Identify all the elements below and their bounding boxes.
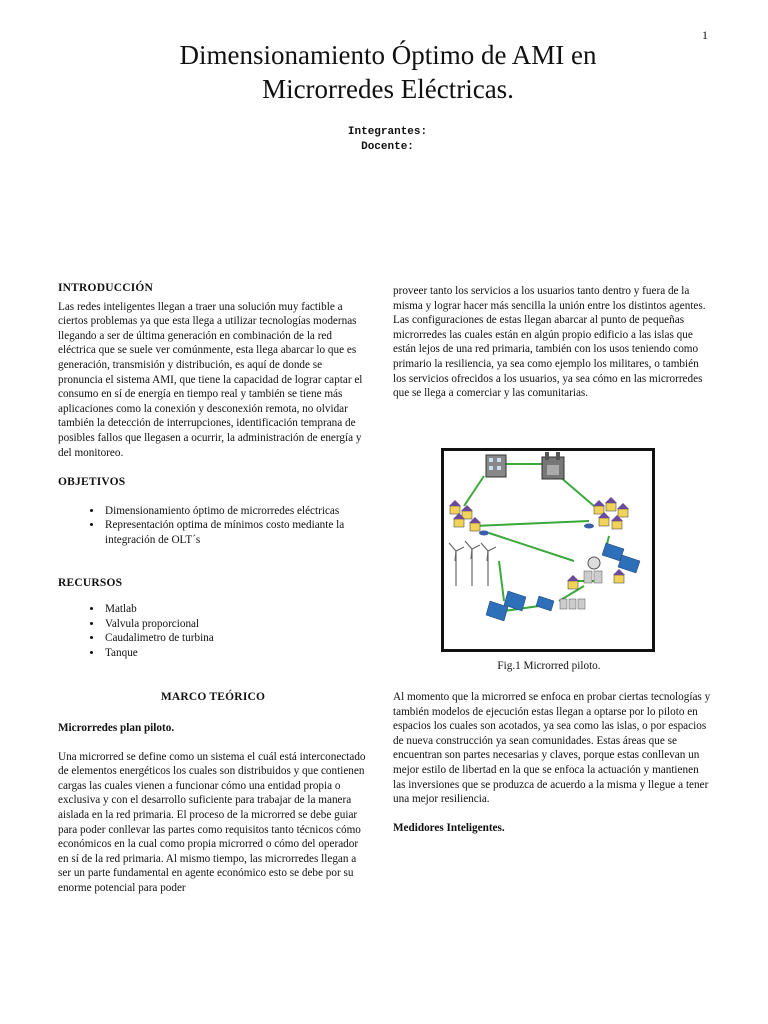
list-item: • Caudalimetro de turbina bbox=[103, 631, 368, 646]
title-line-2: Microrredes Eléctricas. bbox=[262, 74, 514, 104]
objetivos-list bbox=[58, 504, 368, 548]
list-item: • Representación optima de mínimos costo mediante la integración de OLT´s bbox=[103, 518, 368, 547]
list-item: • Valvula proporcional bbox=[103, 617, 368, 632]
microrredes-subheading: Microrredes plan piloto. bbox=[58, 722, 175, 735]
left-column bbox=[58, 281, 368, 896]
right-column-top bbox=[393, 284, 711, 401]
docente-label: Docente: bbox=[361, 141, 414, 153]
recursos-heading: RECURSOS bbox=[58, 576, 123, 589]
right-para-1: proveer tanto los servicios a los usuarios tanto dentro y fuera de la misma y lograr hacer más sencilla la unión entre los distintos agentes. bbox=[393, 285, 706, 312]
list-item: • Matlab bbox=[103, 602, 368, 617]
intro-body: Las redes inteligentes llegan a traer una solución muy factible a ciertos problemas ya que esta llega a utilizar tecnologías modernas llegando a ser de última generación en combinación de la red eléctrica que se suele ver comúnmente, esta llega abarcar lo que es generación, transmisión y distribución, es aquí de donde se pronuncia el sistema AMI, que tiene la capacidad de lograr captar el consumo en sí de energía en tiempo real y también se tiene más aplicaciones como la conexión y desconexión remota, no olvidar también la detección de interrupciones, identificación temprana de posibles fallos que llegasen a ocurrir, la administración de energía y del monitoreo. bbox=[58, 300, 363, 459]
list-item: • Dimensionamiento óptimo de microrredes eléctricas bbox=[103, 504, 368, 519]
house-cluster-icon bbox=[584, 497, 629, 529]
list-item: • Tanque bbox=[103, 646, 368, 661]
document-title bbox=[100, 38, 676, 106]
intro-heading: INTRODUCCIÓN bbox=[58, 282, 154, 294]
objetivos-heading: OBJETIVOS bbox=[58, 476, 126, 489]
right-column-bottom bbox=[393, 690, 711, 835]
microgrid-figure bbox=[441, 448, 655, 652]
house-cluster-icon bbox=[449, 500, 489, 536]
storage-tanks-icon bbox=[560, 557, 602, 609]
integrantes-label: Integrantes: bbox=[347, 126, 428, 138]
right-para-2: Las configuraciones de estas llegan abarcar al punto de pequeñas microrredes las cuales están en algún propio edificio a las islas que están lejos de una red primaria, también con los usos teniendo como primario la resiliencia, ya sea como ejemplo los militares, o también los servicios ofrecidos a los usuarios, ya sea cómo en las microrredes que se llega a comerciar y las comunitarias. bbox=[393, 314, 703, 400]
authors-block bbox=[300, 125, 475, 155]
title-line-1: Dimensionamiento Óptimo de AMI en bbox=[179, 40, 597, 70]
page-number: 1 bbox=[702, 28, 708, 42]
factory-icon bbox=[542, 452, 564, 479]
recursos-list bbox=[58, 602, 368, 660]
wind-turbines-icon bbox=[449, 541, 496, 586]
marco-body: Una microrred se define como un sistema el cuál está interconectado de elementos energéticos los cuales son distribuidos y que contienen cargas las cuales vienen a funcionar cómo una entidad propia o exclusiva y con el desarrollo suficiente para trabajar de la manera aislada en la red primaria. El proceso de la microrred se debe guiar para poder conllevar las partes como requisitos tanto técnicos cómo económicos en la cual como propia microrred o cómo del operador en sí de la red primaria. Al mismo tiempo, las microrredes llegan a ser un parte fundamental en agente económico esto se debe por su enorme potencial para poder bbox=[58, 750, 366, 894]
marco-heading: MARCO TEÓRICO bbox=[160, 691, 266, 704]
power-plant-icon bbox=[486, 455, 506, 477]
microgrid-illustration bbox=[444, 451, 652, 649]
figure-caption: Fig.1 Microrred piloto. bbox=[497, 660, 601, 672]
medidores-heading: Medidores Inteligentes. bbox=[393, 821, 505, 834]
right-para-3: Al momento que la microrred se enfoca en probar ciertas tecnologías y también modelos de ejecución estas llegan a optarse por lo piloto en espacios los cuales son acotados, ya sea como las islas, o por espacios de nueva construcción ya sean comunidades. Estas áreas que se encuentran son partes necesarias y claves, porque estas conllevan un mejor estilo de libertad en la que se enfoca la actuación y mantienen las inversiones que se produzca de acuerdo a la misma y llegue a tener una mejor resiliencia. bbox=[393, 691, 711, 806]
grid-links bbox=[464, 464, 609, 611]
